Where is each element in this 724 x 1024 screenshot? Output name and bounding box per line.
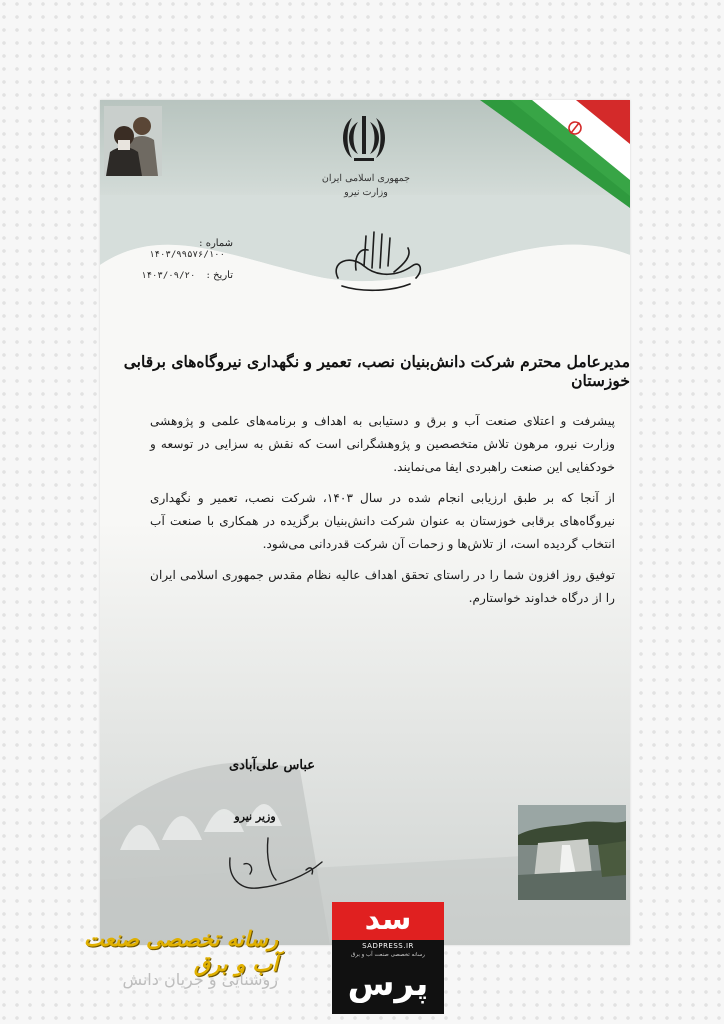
- date-label: تاریخ :: [206, 270, 233, 281]
- sadpress-logo: [332, 902, 444, 1014]
- number-value: ۱۴۰۳/۹۹۵۷۶/۱۰۰: [149, 250, 225, 260]
- date-value: ۱۴۰۳/۰۹/۲۰: [141, 271, 196, 281]
- media-branding: [48, 918, 278, 1013]
- handwritten-signature: [210, 818, 330, 898]
- basmala-calligraphy-icon: [320, 226, 430, 296]
- letter-title: مدیرعامل محترم شرکت دانش‌بنیان نصب، تعمیر و نگهداری نیروگاه‌های برقابی خوزستان: [123, 352, 630, 390]
- leaders-portrait: [104, 106, 162, 176]
- letter-date: [138, 270, 233, 281]
- logo-top-text: سد: [332, 902, 444, 940]
- body-paragraph-2: از آنجا که بر طبق ارزیابی انجام شده در سال ۱۴۰۳، شرکت نصب، تعمیر و نگهداری نیروگاه‌های برقابی خوزستان به عنوان شرکت دانش‌بنیان برگزیده در همکاری با صنعت آب انتخاب گردیده است، از تلاش‌ها و زحمات آن شرکت قدردانی می‌شود.: [150, 491, 615, 551]
- country-name: جمهوری اسلامی ایران: [321, 173, 411, 184]
- certificate-letter: [100, 100, 630, 945]
- logo-bottom-text: پرس: [347, 964, 429, 1004]
- signer-name: عباس علی‌آبادی: [228, 758, 316, 773]
- letterhead-issuer: [306, 172, 426, 200]
- ministry-name: وزارت نیرو: [344, 187, 388, 198]
- dam-photo: [518, 805, 626, 900]
- signer-title: وزیر نیرو: [234, 810, 276, 823]
- iran-flag-ribbon: [480, 100, 630, 210]
- media-subline: روشنایی و جریان دانش: [122, 970, 278, 989]
- body-paragraph-3: توفیق روز افزون شما را در راستای تحقق اهداف عالیه نظام مقدس جمهوری اسلامی ایران را از درگاه خداوند خواستارم.: [150, 568, 615, 605]
- logo-site: SADPRESS.IR: [362, 942, 414, 950]
- iran-emblem-icon: [340, 112, 388, 164]
- media-tagline: رسانه تخصصی صنعت آب و برق: [83, 926, 278, 976]
- body-paragraph-1: پیشرفت و اعتلای صنعت آب و برق و دستیابی به اهداف و برنامه‌های علمی و پژوهشی وزارت نیرو، مرهون تلاش متخصصین و پژوهشگرانی است که نقش به سزایی در توسعه و خودکفایی این صنعت راهبردی ایفا می‌نمایند.: [150, 414, 615, 474]
- letter-number: [138, 238, 233, 260]
- number-label: شماره :: [199, 238, 233, 249]
- logo-caption: رسانه تخصصی صنعت آب و برق: [351, 952, 425, 958]
- letter-body: [150, 410, 615, 618]
